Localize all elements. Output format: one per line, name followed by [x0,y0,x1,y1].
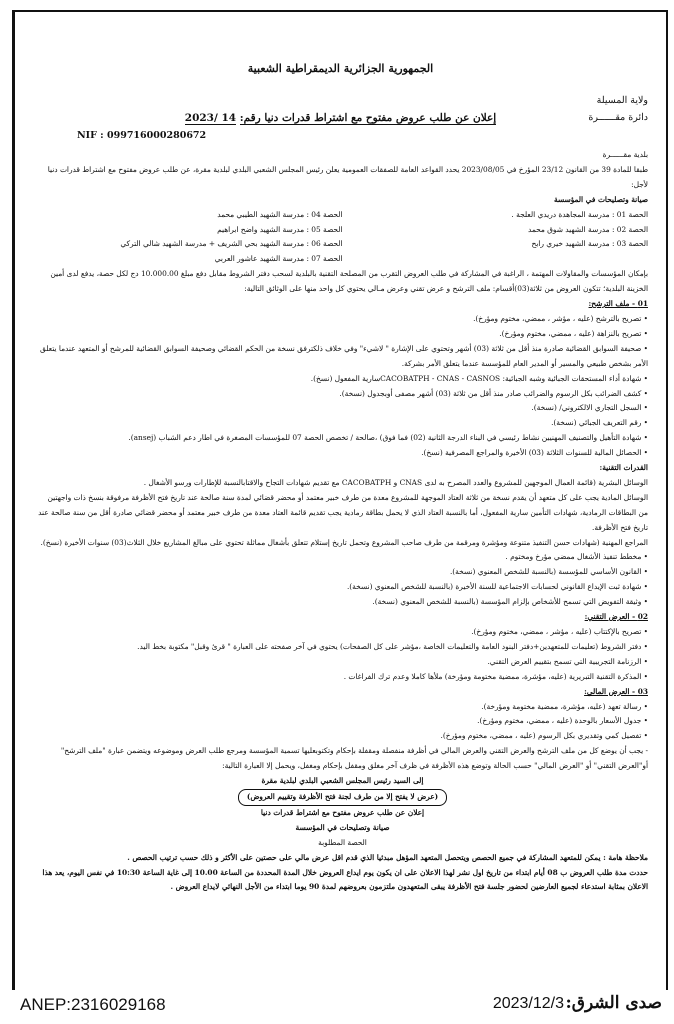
announcement-title [15,112,666,124]
section1-item: • شهادة التأهيل والتصنيف المهنيين نشاط رئيسي في البناء الدرجة الثانية (02) فما فوق) ،صالحة / تخصص الحصة 07 للمؤسسات المصغرة في اطار دعم الشباب (ansej). [128,433,648,443]
section1-item: • شهادة أداء المستحقات الجبائية وشبه الجبائية: CACOBATPH - CNAS - CASNOSسارية المفعول (نسخ). [310,373,648,383]
section1-item: • صحيفة السوابق القضائية صادرة منذ أقل من ثلاثة (03) أشهر وتحتوي على الإشارة " لاشيء" وفي خلاف ذلكترفق نسخة من الحكم القضائي وصحيفة السوابق القضائية للمرشح أو المتعهد عندما يتعلق الأمر بشخص طبيعي والمسير أو المدير العام للمؤسسة عندما يتعلق الأمر بشركة. [40,343,648,368]
section1b-item: • مخطط تنفيذ الأشغال ممضي مؤرخ ومختوم . [505,552,648,562]
lot-item: الحصة 07 : مدرسة الشهيد عاشور العربي [214,254,343,264]
section2-title: 02 - العرض التقني: [584,612,648,622]
anep-number: ANEP:2316029168 [20,995,166,1014]
newspaper-name: صدى الشرق: [565,993,662,1013]
section2-item: • الرزنامة التجريبية التي تسمح بتقييم العرض التقني. [487,656,648,666]
announcement-page [12,10,668,990]
section1-item: • كشف الضرائب بكل الرسوم والضرائب صادر منذ أقل من ثلاثة (03) أشهر مصفى أوبجدول (نسخة). [339,388,648,398]
title-text: إعلان عن طلب عروض مفتوح مع اشتراط قدرات دنيا رقم: [239,112,497,124]
announcement-body [37,148,648,895]
section1-item: • رقم التعريف الجبائي (نسخة). [551,418,648,428]
section1-item: • تصريح بالنزاهة (عليه ، ممضي، مختوم ومؤرخ). [499,328,648,338]
section1b-item: • وثيقة التفويض التي تسمح للأشخاص بإلزام المؤسسة (بالنسبة للشخص المعنوي (نسخة). [372,597,648,607]
section3-item: • جدول الأسعار بالوحدة (عليه ، ممضي، مختوم ومؤرخ). [477,716,648,726]
capacity-item: المراجع المهنية (شهادات حسن التنفيذ متنوعة ومؤشرة ومرقمة من طرف صاحب المشروع وتحمل تاريخ إستلام تتعلق بأشغال مماثلة تحتوي على مبالغ المشاريع خلال الثلاث(03) سنوات الأخيرة (نسخ). [40,537,648,547]
envelope-address: صيانة وتصليحات في المؤسسة [295,822,390,832]
envelope-note: - يجب أن يوضع كل من ملف الترشح والعرض التقني والعرض المالي في أظرفة منفصلة ومقفلة بإحكام وتكتوبعليها تسمية المؤسسة ومرجع طلب العرض وموضوعه ويتضمن عبارة "ملف الترشح" أو"العرض التقني" أو "العرض المالي" حسب الحالة وتوضع هذه الأظرفة في ظرف آخر مغلق ومقفل بإحكام ومغفل، ويحمل إلا العبارة التالية: [60,746,648,771]
lots-list [37,208,648,268]
section2-item: • المذكرة التقنية التبريرية (عليه، مؤشرة، ممضية مختومة ومؤرخة) ملأها كاملا وعدم ترك الفراغات . [343,671,648,681]
envelope-boxed-text: (عرض لا يفتح إلا من طرف لجنة فتح الأظرفة وتقييم العروض) [238,789,447,806]
section2-item: • دفتر الشروط (تعليمات للمتعهدين+دفتر البنود العامة والتعليمات الخاصة ،مؤشر على كل الصفحات) يحتوي في آخر صفحته على العبارة " قرئ وقبل" مكتوبة بخط اليد. [137,641,648,651]
capacities-title: القدرات التقنية: [599,463,648,473]
section1-item: • السجل التجاري الالكتروني/ (نسخة). [531,403,648,413]
republic-header: الجمهورية الجزائرية الديمقراطية الشعبية [247,62,434,75]
section3-title: 03 - العرض المالي: [584,686,648,696]
lot-item: الحصة 03 : مدرسة الشهيد خيري رابح [531,239,648,249]
section1-item: • تصريح بالترشح (عليه ، مؤشر ، ممضي، مختوم ومؤرخ). [473,313,648,323]
section2-item: • تصريح بالإكتتاب (عليه ، مؤشر ، ممضي، مختوم ومؤرخ). [471,627,648,636]
section1b-item: • شهادة ثبت الإيداع القانوني لحسابات الاجتماعية للسنة الأخيرة (بالنسبة للشخص المعنوي (نسخة). [346,582,648,592]
invite-text: بإمكان المؤسسات والمقاولات المهتمة ، الراغبة في المشاركة في طلب العروض التقرب من المصلحة التقنية بالبلدية لسحب دفتر الشروط مقابل دفع مبلغ 10.000.00 دج لكل حصة، يدفع لدى أمين الخزينة البلدية؛ تتكون العروض من ثلاثة(03)أقسام: ملف الترشح و عرض تقني وعرض مـالي يحتوي كل واحد منها على الوثائق التالية: [50,269,648,294]
baladia-label: بلدية مقــــــرة [602,150,648,159]
wilaya-label: ولاية المسيلة [596,95,648,106]
section1b-item: • القانون الأساسي للمؤسسة (بالنسبة للشخص المعنوي (نسخة). [449,567,648,577]
lot-item: الحصة 06 : مدرسة الشهيد بحي الشريف + مدرسة الشهيد شالي التركي [120,239,343,249]
capacity-item: الوسائل البشرية (قائمة العمال الموجهين للمشروع والعدد المصرح به لدى CNAS و CACOBATPH مع تقديم شهادات التجاح والاقتابالنسبة للإطارات ورسو الأشغال . [143,477,648,487]
section3-item: • تفصيل كمي وتقديري بكل الرسوم (عليه ، ممضي، مختوم ومؤرخ). [440,731,648,741]
envelope-address: الحصة المطلوبة [318,837,367,847]
intro-text: طبقا للمادة 39 من القانون 23/12 المؤرخ في 2023/08/05 يحدد القواعد العامة للصفقات العمومية يعلن رئيس المجلس الشعبي البلدي لبلدية مقرة، عن طلب عروض مفتوح مع اشتراط قدرات دنيا لأجل: [47,164,648,189]
footer [0,993,674,1024]
publication-date: 2023/12/3 [492,995,564,1012]
lot-item: الحصة 02 : مدرسة الشهيد شوق محمد [527,224,648,234]
nif-number: NIF : 099716000280672 [77,130,207,141]
daira-label: دائرة مقــــــرة [588,112,648,123]
title-number: 14 /2023 [184,112,237,124]
envelope-address: إعلان عن طلب عروض مفتوح مع اشتراط قدرات دنيا [260,807,425,817]
closing-text: حددت مدة طلب العروض ب 08 أيام ابتداء من تاريخ اول نشر لهذا الاعلان على ان يكون يوم ايداع العروض خلال المدة المحددة من الساعة 10.00 إلى غاية الساعة 10:30 في نفس اليوم، يعد هذا الاعلان بمثابة استدعاء لجميع العارضين لحضور جلسة فتح الأظرفة يبقى المتعهدون ملتزمون بعروضهم لمدة 90 يوما ابتداء من الأجل النهائي لايداع العروض . [42,867,648,892]
lot-item: الحصة 04 : مدرسة الشهيد الطيبي محمد [217,209,343,219]
capacity-item: الوسائل المادية يجب على كل متعهد أن يقدم نسخة من ثلاثة العتاد الموجهة للمشروع معدة من طرف خبير معتمد أو محضر قضائي لمدة سنة صالحة عند تاريخ فتح الأظرفة مرفوقة بنسخ ذات واجهتين من البطاقات الرمادية، شهادات التأمين سارية المفعول، أما بالنسبة العتاد الذي لا يحمل بطاقة رمادية يجب تقديم قائمة العتاد معدة من طرف خبير معتمد أو محضر قضائي صادرة أقل من سنة صالحة عند تاريخ فتح الأظرفة. [38,492,648,532]
important-note: ملاحظة هامة : يمكن للمتعهد المشاركة في جميع الحصص ويتحصل المتعهد المؤهل مبدئيا الذي قدم اقل عرض مالي على حصتين على الأكثر و ذلك حسب ترتيب الحصص . [127,852,648,862]
section3-item: • رسالة تعهد (عليه، مؤشرة، ممضية مختومة ومؤرخة). [481,701,648,711]
lot-item: الحصة 05 : مدرسة الشهيد واضح ابراهيم [217,224,343,234]
lot-item: الحصة 01 : مدرسة المجاهدة دريدي العلجة . [511,209,648,219]
section1-item: • الحصائل المالية للسنوات الثلاثة (03) الأخيرة والمراجع المصرفية (نسخ). [421,448,648,458]
section1-title: 01 - ملف الترشح: [588,299,648,309]
lot-item [343,252,649,267]
envelope-address: إلى السيد رئيس المجلس الشعبي البلدي لبلدية مقرة [261,776,424,786]
project-title: صيانة وتصليحات في المؤسسة [553,194,648,204]
